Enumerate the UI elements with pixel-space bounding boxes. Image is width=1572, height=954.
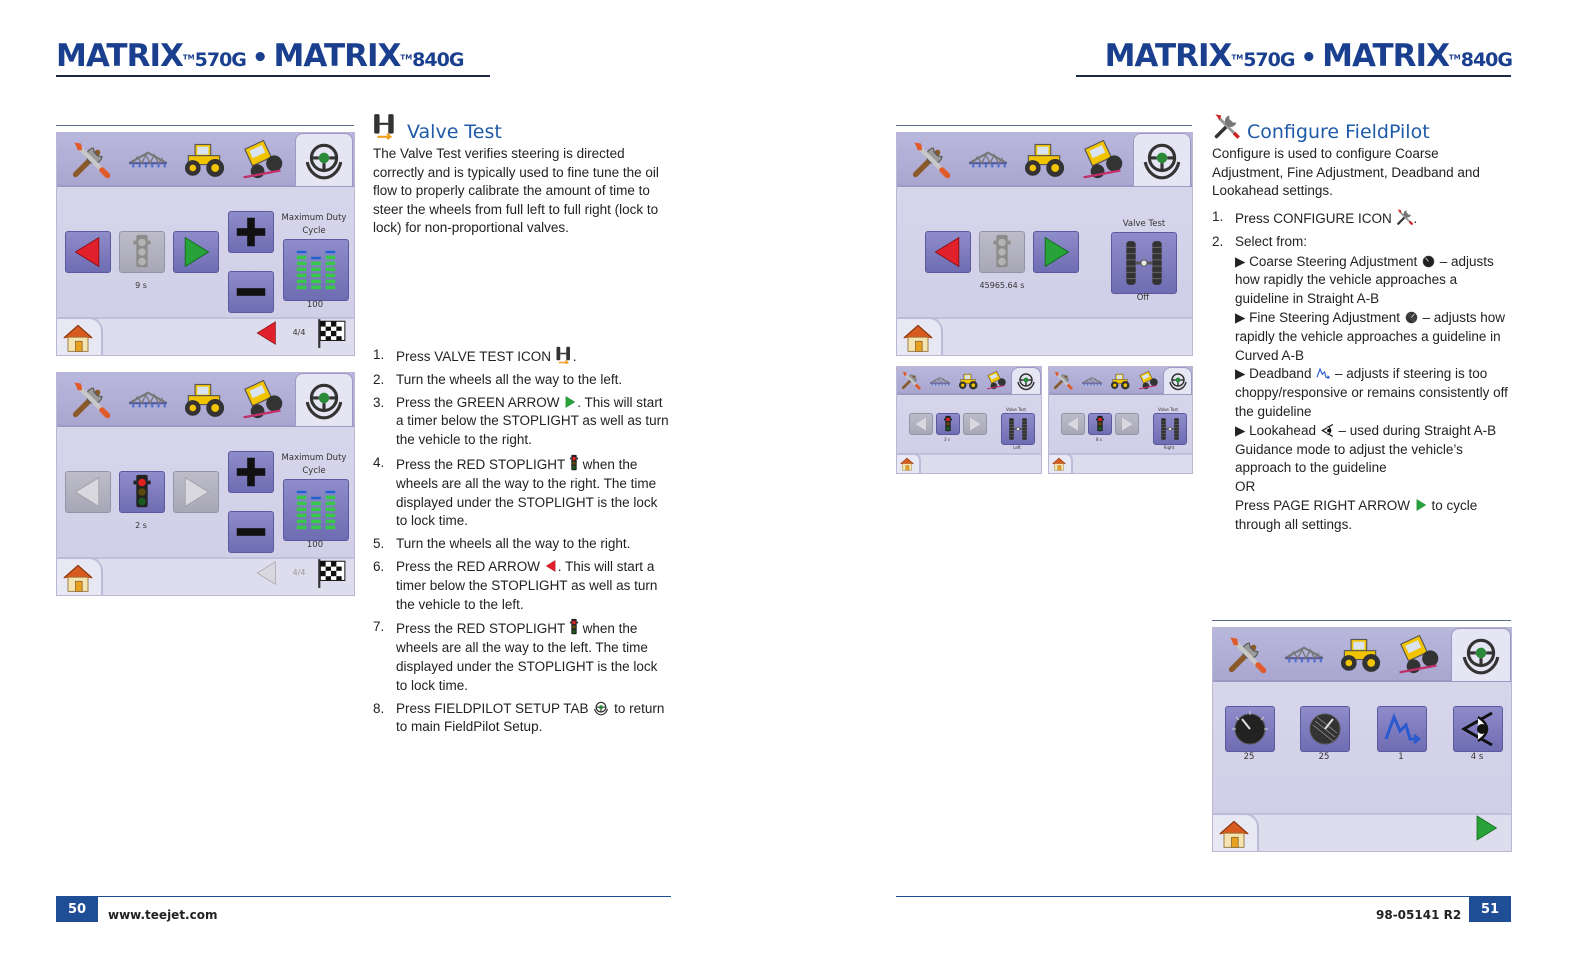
valve-status: Left (1013, 445, 1021, 450)
green-arrow-icon (563, 394, 577, 410)
page-right-arrow-icon (1414, 497, 1428, 513)
stoplight-button[interactable] (936, 413, 960, 435)
arrow-right-icon (966, 415, 984, 433)
home-button[interactable] (1049, 453, 1073, 473)
finish-flag-icon[interactable] (315, 557, 347, 589)
red-arrow-button-disabled[interactable] (1061, 413, 1085, 435)
lookahead-value: 4 s (1470, 752, 1484, 762)
max-duty-label: Maximum Duty Cycle (281, 453, 347, 476)
green-arrow-button[interactable] (173, 231, 219, 273)
tab-tilt[interactable] (1077, 133, 1127, 185)
home-icon (61, 323, 95, 353)
green-arrow-button-disabled[interactable] (1115, 413, 1139, 435)
home-icon (1217, 819, 1251, 849)
option-lookahead: ▶ Lookahead – used during Straight A-B Guidance mode to adjust the vehicle’s approach to the guideline (1235, 422, 1497, 476)
tab-fieldpilot[interactable] (295, 373, 353, 426)
fine-adjustment-button[interactable] (1300, 706, 1350, 752)
timer-value: 3 s (944, 437, 950, 442)
lookahead-icon (1320, 423, 1335, 438)
decrease-button[interactable] (228, 511, 274, 553)
valve-test-screen-1 (56, 132, 355, 356)
red-arrow-icon (544, 558, 558, 574)
green-arrow-button-disabled[interactable] (963, 413, 987, 435)
page-left-arrow-icon[interactable] (253, 319, 281, 347)
step-2: 2. Select from: ▶ Coarse Steering Adjustment – adjusts how rapidly the vehicle approaches a guideline in Straight A-B ▶ Fine Steering Adjustment – adjusts how rapidly the vehicle approaches a guideline in Curved A-B ▶ Deadband – adjusts if steering is too choppy/responsive or remains consistently off the guideline ▶ Lookahead – used during Straight A-B Guidance mode to adjust the vehicle’s approach to the guideline OR Press PAGE RIGHT ARROW to cycle through all settings. (1212, 233, 1512, 535)
tractor-tilt-icon (1079, 136, 1125, 182)
fine-value: 25 (1318, 752, 1330, 762)
tab-bar (897, 367, 1041, 395)
arrow-left-icon (912, 415, 930, 433)
red-stoplight-icon (569, 618, 579, 636)
valve-status-button[interactable] (1001, 413, 1035, 445)
tractor-icon (181, 380, 227, 418)
bars-icon (292, 486, 340, 534)
boom-icon (967, 148, 1009, 170)
tab-fieldpilot[interactable] (295, 133, 353, 186)
boom-icon (1283, 643, 1325, 665)
tab-fieldpilot[interactable] (1451, 628, 1511, 681)
tab-vehicle[interactable] (1019, 133, 1069, 185)
red-stoplight-icon (569, 454, 579, 472)
page-indicator: 4/4 (292, 568, 306, 577)
step-1: 1. Press CONFIGURE ICON . (1212, 209, 1418, 226)
home-icon (61, 563, 95, 593)
bars-icon (292, 246, 340, 294)
max-duty-label: Maximum Duty Cycle (281, 213, 347, 236)
tools-icon[interactable] (1052, 369, 1074, 391)
tools-icon (909, 137, 953, 181)
home-button[interactable] (57, 557, 103, 595)
tractor-tilt-icon[interactable] (1137, 369, 1159, 391)
stoplight-icon (132, 233, 152, 271)
option-fine: ▶ Fine Steering Adjustment – adjusts how rapidly the vehicle approaches a guideline in Curved A-B (1235, 309, 1506, 363)
page-left-arrow-icon[interactable] (253, 559, 281, 587)
tab-configuration[interactable] (65, 373, 117, 425)
stoplight-icon (1095, 415, 1105, 433)
stoplight-icon (943, 415, 953, 433)
deadband-icon (1315, 366, 1331, 381)
configure-heading: Configure FieldPilot (1247, 121, 1430, 143)
brand-logo-right: MATRIX™570G • MATRIX™840G (1104, 38, 1512, 74)
duty-cycle-button[interactable] (283, 479, 349, 541)
coarse-knob-icon (1230, 709, 1270, 749)
home-button[interactable] (897, 317, 943, 355)
step-1: 1. Press VALVE TEST ICON . (373, 347, 577, 364)
valve-icon (1123, 237, 1165, 289)
timer-value: 2 s (135, 521, 147, 530)
step-7: 7. Press the RED STOPLIGHT when the wheels are all the way to the left. The time displayed under the STOPLIGHT is the lock to lock time. (373, 619, 658, 693)
tractor-icon[interactable] (1109, 372, 1131, 390)
tab-configuration[interactable] (1221, 628, 1273, 680)
tab-implement[interactable] (125, 373, 171, 425)
steering-wheel-icon (1016, 371, 1036, 391)
plus-icon (232, 213, 270, 251)
fine-knob-icon (1305, 709, 1345, 749)
screen-divider (56, 125, 354, 126)
stoplight-icon (992, 233, 1012, 271)
arrow-right-icon (178, 234, 214, 270)
tab-implement[interactable] (1281, 628, 1327, 680)
home-icon (901, 323, 935, 353)
home-button[interactable] (897, 453, 921, 473)
lookahead-icon (1458, 709, 1498, 749)
tab-vehicle[interactable] (179, 373, 229, 425)
timer-value: 8 s (1096, 437, 1102, 442)
timer-value: 9 s (135, 281, 147, 290)
fieldpilot-tab-icon (592, 700, 610, 716)
timer-value: 45965.64 s (979, 281, 1025, 290)
tools-icon (1225, 632, 1269, 676)
tab-fieldpilot[interactable] (1163, 367, 1192, 394)
valve-test-steps (373, 346, 669, 737)
duty-cycle-value: 100 (306, 300, 324, 310)
boom-icon (127, 388, 169, 410)
configure-icon (1212, 112, 1242, 140)
valve-status-button[interactable] (1153, 413, 1187, 445)
tab-vehicle[interactable] (1335, 628, 1385, 680)
tab-bar (1049, 367, 1192, 395)
step-2: 2. Turn the wheels all the way to the left. (373, 371, 623, 387)
steering-wheel-icon (303, 139, 345, 181)
valve-test-right-screen (1048, 366, 1193, 474)
minus-icon (232, 273, 270, 311)
coarse-value: 25 (1243, 752, 1255, 762)
valve-icon (1159, 416, 1181, 442)
red-arrow-button[interactable] (925, 231, 971, 273)
option-deadband: ▶ Deadband – adjusts if steering is too choppy/responsive or remains consistently off the guideline (1235, 366, 1508, 419)
tab-tilt[interactable] (1393, 628, 1443, 680)
valve-test-intro: The Valve Test verifies steering is directed correctly and is typically used to fine tune the oil flow to properly calibrate the amount of time to steer the wheels from full left to full right (lock to lock) for non-proportional valves. (373, 146, 659, 235)
duty-cycle-button[interactable] (283, 239, 349, 301)
page-number-right: 51 (1469, 897, 1511, 922)
tractor-icon (181, 140, 227, 178)
valve-test-heading: Valve Test (407, 121, 502, 143)
green-arrow-button-disabled[interactable] (173, 471, 219, 513)
stoplight-button[interactable] (119, 471, 165, 513)
boom-icon (127, 148, 169, 170)
configure-intro: Configure is used to configure Coarse Adjustment, Fine Adjustment, Deadband and Lookahead settings. (1212, 146, 1480, 198)
valve-test-screen-2 (56, 372, 355, 596)
stoplight-button[interactable] (979, 231, 1025, 273)
home-icon (899, 457, 915, 471)
tab-bar (57, 373, 354, 427)
header-rule-right (1076, 75, 1511, 77)
header-rule-left (56, 75, 490, 77)
steering-wheel-icon (1460, 634, 1502, 676)
deadband-value: 1 (1398, 752, 1404, 762)
footer-url: www.teejet.com (108, 908, 218, 922)
valve-test-label: Valve Test (1158, 407, 1178, 412)
tractor-tilt-icon (239, 376, 285, 422)
decrease-button[interactable] (228, 271, 274, 313)
arrow-right-icon (1118, 415, 1136, 433)
valve-test-left-screen (896, 366, 1042, 474)
boom-icon[interactable] (929, 375, 951, 387)
fine-knob-icon (1404, 310, 1419, 325)
stoplight-icon (132, 473, 152, 511)
deadband-button[interactable] (1377, 706, 1427, 752)
step-5: 5. Turn the wheels all the way to the right. (373, 536, 631, 552)
plus-icon (232, 453, 270, 491)
tractor-icon[interactable] (957, 372, 979, 390)
arrow-left-icon (70, 474, 106, 510)
valve-status: Right (1163, 445, 1175, 450)
tab-bar (57, 133, 354, 187)
tools-icon (69, 377, 113, 421)
steering-wheel-icon (1168, 371, 1188, 391)
home-button[interactable] (57, 317, 103, 355)
increase-button[interactable] (228, 451, 274, 493)
page-right-arrow-icon[interactable] (1471, 813, 1501, 843)
brand-logo-left: MATRIX™570G • MATRIX™840G (56, 38, 464, 74)
tractor-icon (1021, 140, 1067, 178)
footer-doc-code: 98-05141 R2 (1376, 908, 1462, 922)
tab-bar (897, 133, 1192, 187)
step-6: 6. Press the RED ARROW . This will start a timer below the STOPLIGHT as well as turn the vehicle to the left. (373, 558, 658, 612)
arrow-right-icon (1038, 234, 1074, 270)
screen-divider (1212, 620, 1511, 621)
coarse-knob-icon (1421, 254, 1436, 269)
coarse-adjustment-button[interactable] (1225, 706, 1275, 752)
valve-test-icon (555, 346, 573, 364)
finish-flag-icon[interactable] (315, 317, 347, 349)
valve-test-icon (372, 112, 398, 140)
increase-button[interactable] (228, 211, 274, 253)
valve-test-status-screen (896, 132, 1193, 356)
tractor-tilt-icon (1395, 631, 1441, 677)
red-arrow-button-disabled[interactable] (65, 471, 111, 513)
valve-test-label: Valve Test (1006, 407, 1026, 412)
steering-wheel-icon (1141, 139, 1183, 181)
tractor-tilt-icon (239, 136, 285, 182)
home-button[interactable] (1213, 813, 1259, 851)
deadband-icon (1382, 709, 1422, 749)
tab-fieldpilot[interactable] (1011, 367, 1041, 394)
tab-configuration[interactable] (65, 133, 117, 185)
arrow-left-icon (930, 234, 966, 270)
valve-test-label: Valve Test (1122, 219, 1166, 229)
tab-tilt[interactable] (237, 133, 287, 185)
valve-status: Off (1136, 293, 1150, 303)
tab-implement[interactable] (965, 133, 1011, 185)
page-right-instruction: Press PAGE RIGHT ARROW to cycle through all settings. (1235, 497, 1478, 532)
valve-status-button[interactable] (1111, 232, 1177, 294)
or-text: OR (1235, 479, 1256, 495)
home-icon (1051, 457, 1067, 471)
footer-rule-right (896, 896, 1511, 897)
stoplight-button[interactable] (1088, 413, 1112, 435)
tools-icon[interactable] (900, 369, 922, 391)
red-arrow-button[interactable] (65, 231, 111, 273)
duty-cycle-value: 100 (306, 540, 324, 550)
tractor-icon (1337, 635, 1383, 673)
boom-icon[interactable] (1081, 375, 1103, 387)
tab-tilt[interactable] (237, 373, 287, 425)
page-number-left: 50 (56, 897, 98, 922)
step-8: 8. Press FIELDPILOT SETUP TAB to return to main FieldPilot Setup. (373, 700, 665, 735)
tab-implement[interactable] (125, 133, 171, 185)
tab-vehicle[interactable] (179, 133, 229, 185)
tab-bar (1213, 628, 1511, 682)
screen-divider (896, 125, 1192, 126)
steering-wheel-icon (303, 379, 345, 421)
arrow-left-icon (70, 234, 106, 270)
green-arrow-button[interactable] (1033, 231, 1079, 273)
option-coarse: ▶ Coarse Steering Adjustment – adjusts how rapidly the vehicle approaches a guideline in Straight A-B (1235, 253, 1494, 307)
configure-steps (1212, 208, 1512, 535)
configure-screen (1212, 627, 1512, 852)
tab-configuration[interactable] (905, 133, 957, 185)
footer-rule-left (56, 896, 671, 897)
minus-icon (232, 513, 270, 551)
arrow-right-icon (178, 474, 214, 510)
step-3: 3. Press the GREEN ARROW . This will start a timer below the STOPLIGHT as well as turn the vehicle to the right. (373, 394, 669, 448)
lookahead-button[interactable] (1453, 706, 1503, 752)
configure-icon (1396, 208, 1414, 226)
tractor-tilt-icon[interactable] (985, 369, 1007, 391)
arrow-left-icon (1064, 415, 1082, 433)
valve-icon (1007, 416, 1029, 442)
page-indicator: 4/4 (292, 328, 306, 337)
step-4: 4. Press the RED STOPLIGHT when the wheels are all the way to the right. The time displayed under the STOPLIGHT is the lock to lock time. (373, 454, 658, 529)
tools-icon (69, 137, 113, 181)
tab-fieldpilot[interactable] (1133, 133, 1191, 186)
stoplight-button[interactable] (119, 231, 165, 273)
red-arrow-button-disabled[interactable] (909, 413, 933, 435)
